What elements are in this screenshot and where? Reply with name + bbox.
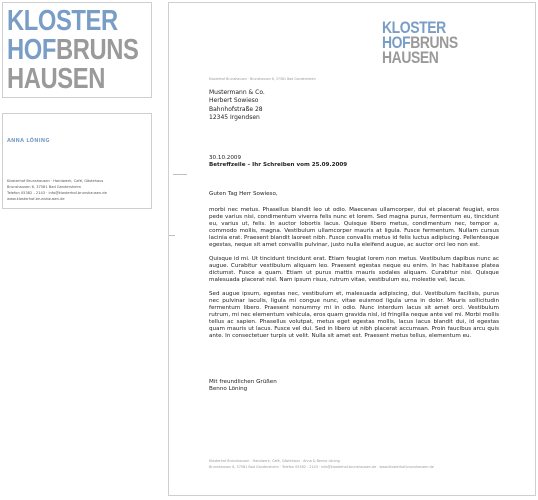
logo-line-kloster: KLOSTER [7,5,118,37]
recipient-line: Mustermann & Co. [209,89,265,96]
letter-body [209,207,499,347]
card-name: ANNA LÖNING [7,138,50,144]
closing: Mit freundlichen Grüßen [209,379,277,385]
card-info-line: Klosterhof Brunshausen · Handwerk, Café, Gästehaus [7,179,104,183]
recipient-line: Herbert Sowieso [209,97,259,105]
logo-word-hof: HOF [382,33,411,52]
body-paragraph: Sed augue ipsum, egestas nec, vestibulum et, malesuada adipiscing, dui. Vestibulum facilisis, purus nec pulvinar iaculis, ligula mi congue nunc, vitae euismod ligula urna in dolor. Mauris sollicitudin fermentum libero. Praesent nonummy mi in odio. Nunc interdum lacus sit amet orci. Vestibulum rutrum, mi nec elementum vehicula, eros quam gravida nisl, id fringilla neque ante vel mi. Morbi mollis tellus ac sapien. Phasellus volutpat, metus eget egestas mollis, lacus lacus blandit dui, id egestas quam mauris ut lacus. Fusce vel dui. Sed in libero ut nibh placerat accumsan. Proin faucibus arcu quis ante. In consectetuer turpis ut velit. Nulla sit amet est. Praesent metus tellus, elementum eu. [209,291,499,339]
footer-line: Klosterhof Brunshausen · Handwerk, Café, Gästehaus · Anna & Benno Löning [209,459,340,463]
date-subject [209,155,347,169]
card-contact [7,178,107,202]
body-paragraph: Quisque id mi. Ut tincidunt tincidunt erat. Etiam feugiat lorem non metus. Vestibulum dapibus nunc ac augue. Curabitur vestibulum aliquam leo. Praesent egestas neque eu enim. In hac habitasse platea dictumst. Fusce a quam. Etiam ut purus mattis mauris sodales aliquam. Curabitur nisi. Quisque malesuada placerat nisl. Nam ipsum risus, rutrum vitae, vestibulum eu, molestie vel, lacus. [209,256,499,283]
logo-word-bruns: BRUNS [410,33,458,52]
signature: Benno Löning [209,386,248,393]
logo-large [7,7,138,94]
card-info-line: www.klosterhof-brunshausen.de [7,197,65,201]
punch-mark [168,235,175,236]
recipient-address [209,89,265,123]
sender-line: Klosterhof Brunshausen · Brunshausen 6, 37581 Bad Gandersheim [209,77,316,81]
logo-line-hausen: HAUSEN [7,63,105,95]
closing-block [209,379,277,393]
logo-sheet [2,2,152,98]
recipient-line: 12345 Irgendsen [209,114,260,122]
recipient-line: Bahnhofstraße 28 [209,105,263,113]
fold-mark [173,174,187,175]
salutation: Guten Tag Herr Sowieso, [209,191,278,197]
letterhead-page [168,2,536,496]
logo-word-hof: HOF [7,34,56,66]
footer-line: Brunshausen 6, 37581 Bad Gandersheim · Telefon 05382 - 2143 · info@klosterhof-brunshausen.de · www.klosterhof-brunshausen.de [209,465,434,470]
logo-line-kloster: KLOSTER [382,18,446,37]
letter-date: 30.10.2009 [209,155,242,161]
body-paragraph: morbi nec metus. Phasellus blandit leo ut odio. Maecenas ullamcorper, dui et placerat feugiat, eros pede varius nisi, condimentum viverra felis nunc et lorem. Sed magna purus, fermentum eu, tincidunt eu, varius ut, felis. In auctor lobortis lacus. Quisque libero metus, condimentum nec, tempor a, commodo mollis, magna. Vestibulum ullamcorper mauris at ligula. Fusce fermentum. Nullam cursus lacinia erat. Praesent blandit laoreet nibh. Fusce convallis metus id felis luctus adipiscing. Pellentesque egestas, neque sit amet convallis pulvinar, justo nulla eleifend augue, ac auctor orci leo non est. [209,207,499,248]
business-card [2,113,152,209]
logo-line-hausen: HAUSEN [382,48,439,67]
subject-line: Betreffzeile – Ihr Schreiben vom 25.09.2009 [209,162,348,169]
letter-footer [209,458,434,470]
card-info-line: Brunshausen 6, 37581 Bad Gandersheim [7,185,81,189]
letter-logo [382,20,458,65]
card-info-line: Telefon 05382 - 2143 · info@klosterhof-brunshausen.de [7,191,107,195]
logo-word-bruns: BRUNS [55,34,139,66]
